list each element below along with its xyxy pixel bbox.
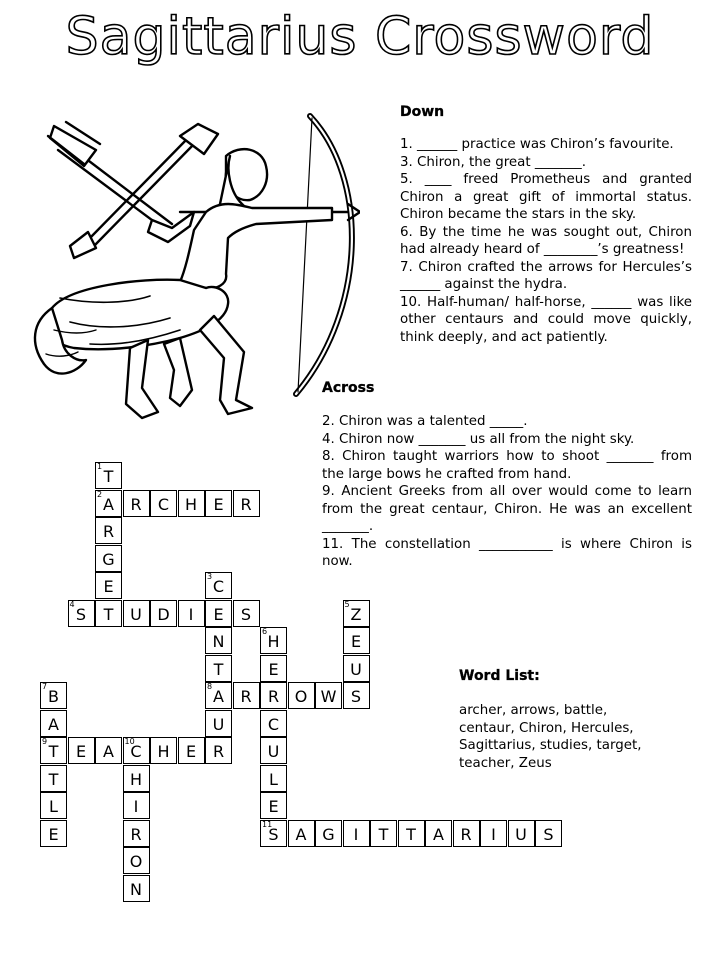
cell-letter: A	[213, 687, 224, 706]
crossword-cell	[40, 737, 67, 764]
clue-number: 2	[97, 489, 103, 499]
crossword-cell	[123, 765, 150, 792]
crossword-cell	[343, 820, 370, 847]
crossword-cell	[123, 737, 150, 764]
cell-letter: E	[350, 632, 362, 651]
cell-letter: O	[294, 687, 308, 706]
cell-letter: A	[103, 742, 114, 761]
crossword-cell	[205, 600, 232, 627]
cell-letter: L	[49, 797, 58, 816]
cell-letter: U	[212, 714, 225, 734]
crossword-cell	[178, 490, 205, 517]
crossword-cell	[260, 737, 287, 764]
crossword-cell	[480, 820, 507, 847]
page-title: Sagittarius Crossword	[65, 7, 655, 67]
cell-letter: T	[48, 769, 59, 789]
cell-letter: C	[157, 494, 170, 514]
cell-letter: W	[320, 687, 337, 706]
cell-letter: O	[129, 852, 143, 871]
clue-number: 8	[207, 682, 213, 691]
crossword-cell	[40, 710, 67, 737]
cell-letter: U	[130, 604, 142, 624]
cell-letter: A	[48, 714, 59, 734]
crossword-cell	[178, 737, 205, 764]
cell-letter: T	[48, 742, 59, 761]
crossword-cell	[95, 737, 122, 764]
crossword-cell	[343, 627, 370, 654]
cell-letter: I	[188, 604, 194, 624]
clue-number: 3	[207, 572, 213, 581]
crossword-cell	[260, 627, 287, 654]
cell-letter: I	[491, 824, 496, 844]
cell-letter: R	[240, 687, 252, 706]
crossword-cell	[343, 655, 370, 682]
crossword-cell	[288, 820, 315, 847]
cell-letter: R	[130, 494, 142, 514]
cell-letter: I	[353, 824, 359, 844]
crossword-cell	[95, 600, 122, 627]
cell-letter: T	[406, 824, 416, 844]
cell-letter: R	[267, 687, 280, 706]
crossword-cell	[150, 600, 177, 627]
cell-letter: S	[543, 824, 554, 844]
cell-letter: R	[130, 824, 142, 844]
crossword-cell	[508, 820, 535, 847]
across-clue: 2. Chiron was a talented _____.	[322, 414, 528, 429]
crossword-cell	[95, 545, 122, 572]
cell-letter: T	[213, 659, 224, 679]
cell-letter: D	[157, 604, 170, 624]
cell-letter: R	[240, 494, 252, 514]
crossword-cell	[40, 820, 67, 847]
down-clue: 5. ____ freed Prometheus and granted Chiron a great gift of immortal status. Chiron became the stars in the sky.	[400, 172, 692, 222]
crossword-cell	[260, 710, 287, 737]
crossword-cell	[123, 792, 150, 819]
crossword-cell	[260, 792, 287, 819]
cell-letter: G	[322, 824, 335, 844]
across-clue: 4. Chiron now _______ us all from the night sky.	[322, 431, 635, 447]
crossword-cell	[453, 820, 480, 847]
cell-letter: S	[240, 604, 252, 624]
word-list-heading: Word List:	[459, 668, 540, 684]
crossword-cell	[178, 600, 205, 627]
word-list: archer, arrows, battle, centaur, Chiron, Hercules, Sagittarius, studies, target, teacher, Zeus	[459, 703, 642, 771]
crossword-cell	[315, 820, 342, 847]
crossword-cell	[205, 737, 232, 764]
clue-number: 11	[262, 819, 273, 829]
crossword-cell	[95, 462, 122, 489]
crossword-cell	[260, 682, 287, 709]
down-clue: 3. Chiron, the great _______.	[400, 154, 587, 170]
crossword-cell	[205, 682, 232, 709]
across-clue: 9. Ancient Greeks from all over would come to learn from the great centaur, Chiron. He was an excellent _______.	[322, 484, 692, 534]
crossword-cell	[535, 820, 562, 847]
crossword-cell	[205, 572, 232, 599]
cell-letter: N	[212, 632, 225, 651]
clue-number: 5	[344, 599, 350, 609]
down-heading: Down	[400, 104, 445, 120]
crossword-cell	[123, 600, 150, 627]
cell-letter: C	[130, 742, 142, 761]
crossword-cell	[95, 490, 122, 517]
crossword-cell	[68, 737, 95, 764]
crossword-cell	[123, 820, 150, 847]
crossword-cell	[205, 710, 232, 737]
crossword-cell	[260, 655, 287, 682]
cell-letter: R	[212, 742, 225, 761]
cell-letter: S	[268, 824, 279, 844]
cell-letter: E	[268, 797, 279, 816]
cell-letter: R	[102, 522, 115, 541]
clue-number: 6	[262, 627, 268, 636]
cell-letter: E	[75, 742, 87, 761]
crossword-cell	[398, 820, 425, 847]
crossword-cell	[260, 765, 287, 792]
crossword-cell	[123, 490, 150, 517]
crossword-cell	[233, 682, 260, 709]
cell-letter: E	[213, 494, 224, 514]
cell-letter: S	[75, 604, 87, 624]
crossword-cell	[40, 682, 67, 709]
cell-letter: Z	[350, 604, 362, 624]
cell-letter: E	[185, 742, 197, 761]
crossword-cell	[205, 490, 232, 517]
cell-letter: T	[103, 467, 114, 486]
cell-letter: E	[268, 659, 279, 679]
cell-letter: H	[157, 742, 170, 761]
cell-letter: A	[433, 824, 444, 844]
cell-letter: E	[213, 604, 224, 624]
crossword-cell	[370, 820, 397, 847]
down-clue: 7. Chiron crafted the arrows for Hercules’s ______ against the hydra.	[400, 259, 692, 292]
across-clue: 8. Chiron taught warriors how to shoot _______ from the large bows he crafted from hand.	[322, 449, 692, 482]
clue-number: 10	[124, 737, 135, 746]
crossword-cell	[288, 682, 315, 709]
clue-number: 1	[97, 462, 103, 471]
crossword-cell	[40, 765, 67, 792]
cell-letter: C	[212, 577, 225, 596]
down-clue: 1. ______ practice was Chiron’s favourite.	[400, 137, 674, 152]
cell-letter: G	[102, 549, 115, 569]
cell-letter: U	[515, 824, 527, 844]
cell-letter: T	[378, 824, 389, 844]
cell-letter: T	[103, 604, 114, 624]
cell-letter: E	[48, 824, 59, 844]
crossword-cell	[205, 627, 232, 654]
crossword-cell	[68, 600, 95, 627]
cell-letter: H	[267, 632, 280, 651]
cell-letter: B	[48, 687, 59, 706]
crossword-cell	[123, 875, 150, 902]
clue-number: 4	[69, 599, 75, 609]
crossword-cell	[205, 655, 232, 682]
cell-letter: R	[460, 824, 472, 844]
down-clue: 10. Half-human/ half-horse, ______ was like other centaurs and could move quickly, think deeply, and act patiently.	[400, 294, 692, 345]
crossword-cell	[233, 600, 260, 627]
crossword-cell	[425, 820, 452, 847]
crossword-cell	[95, 517, 122, 544]
clue-number: 9	[42, 737, 48, 746]
crossword-cell	[233, 490, 260, 517]
cell-letter: H	[184, 494, 198, 514]
cell-letter: E	[103, 577, 114, 596]
cell-letter: A	[295, 824, 307, 844]
crossword-cell	[315, 682, 342, 709]
crossword-cell	[150, 490, 177, 517]
cell-letter: H	[129, 769, 143, 789]
clue-number: 7	[42, 682, 48, 691]
across-clue: 11. The constellation ___________ is where Chiron is now.	[322, 536, 692, 569]
crossword-cell	[150, 737, 177, 764]
crossword-cell	[95, 572, 122, 599]
cell-letter: U	[267, 742, 280, 761]
crossword-cell	[40, 792, 67, 819]
cell-letter: A	[103, 494, 114, 514]
cell-letter: U	[350, 659, 362, 679]
crossword-cell	[343, 682, 370, 709]
crossword-cell	[260, 820, 287, 847]
cell-letter: L	[269, 769, 278, 789]
cell-letter: I	[133, 797, 139, 816]
cell-letter: C	[267, 714, 280, 734]
across-heading: Across	[322, 380, 375, 396]
crossword-cell	[123, 847, 150, 874]
down-clue: 6. By the time he was sought out, Chiron had already heard of ________’s greatness!	[400, 224, 692, 257]
cell-letter: S	[350, 687, 362, 706]
crossword-cell	[343, 600, 370, 627]
cell-letter: N	[130, 879, 142, 899]
